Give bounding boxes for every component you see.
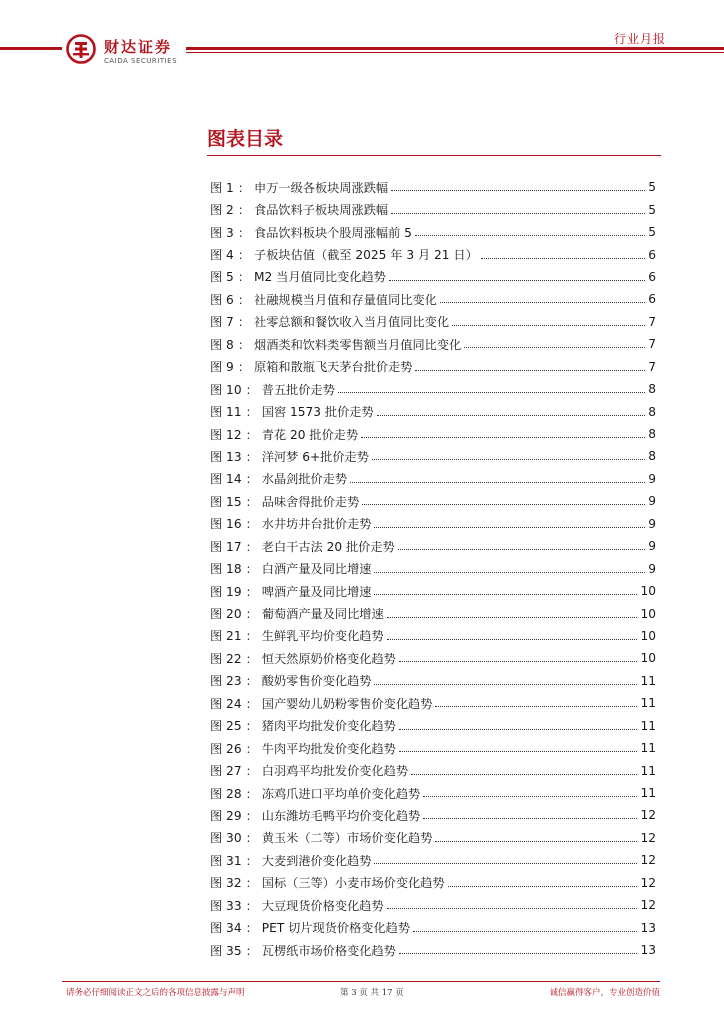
toc-leader-dots [413, 930, 637, 932]
toc-page-number: 5 [648, 225, 656, 240]
toc-colon: ： [245, 472, 258, 487]
toc-entry[interactable] [210, 490, 656, 512]
toc-page-number: 8 [648, 449, 656, 464]
toc-entry[interactable] [210, 737, 656, 759]
toc-entry-title: 洋河梦 6+批价走势 [261, 449, 369, 464]
toc-leader-dots [374, 526, 645, 528]
toc-entry[interactable] [210, 423, 656, 445]
toc-entry-title: 牛肉平均批发价变化趋势 [261, 741, 396, 756]
toc-figure-number: 图 31 [210, 853, 242, 868]
toc-colon: ： [237, 180, 251, 195]
toc-leader-dots [372, 458, 645, 460]
toc-colon: ： [245, 607, 258, 622]
header-rule-right [186, 47, 724, 50]
toc-page-number: 13 [640, 943, 656, 958]
toc-colon: ： [245, 382, 258, 397]
toc-entry-title: 社零总额和餐饮收入当月值同比变化 [254, 315, 450, 330]
toc-page-number: 6 [648, 269, 656, 284]
toc-figure-number: 图 21 [210, 629, 242, 644]
toc-figure-number: 图 13 [210, 449, 242, 464]
toc-entry-title: 水晶剑批价走势 [261, 472, 348, 487]
toc-entry-title: 啤酒产量及同比增速 [261, 584, 372, 599]
toc-entry-title: 大豆现货价格变化趋势 [261, 898, 384, 913]
toc-entry[interactable] [210, 378, 656, 400]
toc-colon: ： [245, 898, 258, 913]
toc-leader-dots [415, 234, 645, 236]
toc-page-number: 13 [640, 920, 656, 935]
toc-colon: ： [245, 517, 258, 532]
toc-entry[interactable] [210, 804, 656, 826]
toc-leader-dots [399, 952, 638, 954]
toc-entry[interactable] [210, 333, 656, 355]
toc-leader-dots [399, 728, 638, 730]
toc-leader-dots [389, 279, 645, 281]
toc-leader-dots [361, 436, 645, 438]
toc-page-number: 10 [640, 584, 656, 599]
toc-leader-dots [338, 391, 645, 393]
toc-colon: ： [245, 405, 258, 420]
toc-colon: ： [245, 943, 258, 958]
toc-page-number: 8 [648, 404, 656, 419]
toc-entry[interactable] [210, 176, 656, 198]
toc-colon: ： [245, 427, 258, 442]
toc-figure-number: 图 11 [210, 405, 242, 420]
toc-entry[interactable] [210, 782, 656, 804]
footer-slogan: 诚信赢得客户，专业创造价值 [549, 988, 660, 998]
toc-entry[interactable] [210, 849, 656, 871]
toc-figure-number: 图 4 [210, 248, 234, 263]
toc-colon: ： [245, 449, 258, 464]
toc-entry-title: 食品饮料子板块周涨跌幅 [254, 203, 389, 218]
toc-entry[interactable] [210, 827, 656, 849]
toc-figure-number: 图 17 [210, 539, 242, 554]
brand-name: 财达证券 [104, 38, 173, 56]
toc-title-rule [207, 155, 661, 156]
toc-entry[interactable] [210, 535, 656, 557]
toc-colon: ： [245, 674, 258, 689]
toc-page-number: 11 [640, 718, 656, 733]
toc-page-number: 7 [648, 337, 656, 352]
toc-entry-title: 水井坊井台批价走势 [261, 517, 372, 532]
footer-disclaimer: 请务必仔细阅读正文之后的各项信息披露与声明 [66, 988, 245, 998]
toc-entry[interactable] [210, 580, 656, 602]
toc-figure-number: 图 24 [210, 696, 242, 711]
toc-figure-number: 图 5 [210, 270, 234, 285]
toc-leader-dots [374, 593, 637, 595]
toc-leader-dots [481, 257, 645, 259]
toc-entry-title: 大麦到港价变化趋势 [261, 853, 372, 868]
toc-leader-dots [423, 817, 637, 819]
toc-entry-title: 猪肉平均批发价变化趋势 [261, 719, 396, 734]
toc-colon: ： [245, 629, 258, 644]
toc-entry[interactable] [210, 221, 656, 243]
toc-page-number: 9 [648, 516, 656, 531]
toc-page-number: 10 [640, 606, 656, 621]
toc-page-number: 12 [640, 898, 656, 913]
toc-colon: ： [245, 651, 258, 666]
toc-entry-title: 冻鸡爪进口平均单价变化趋势 [261, 786, 421, 801]
toc-colon: ： [237, 270, 251, 285]
caida-logo-icon [66, 34, 96, 64]
toc-leader-dots [391, 189, 645, 191]
toc-colon: ： [237, 248, 251, 263]
toc-colon: ： [245, 584, 258, 599]
toc-entry[interactable] [210, 468, 656, 490]
toc-entry[interactable] [210, 715, 656, 737]
toc-entry-title: 恒天然原奶价格变化趋势 [261, 651, 396, 666]
toc-entry[interactable] [210, 872, 656, 894]
toc-entry[interactable] [210, 647, 656, 669]
toc-page-number: 11 [640, 673, 656, 688]
toc-entry-title: 国产婴幼儿奶粉零售价变化趋势 [261, 696, 433, 711]
toc-colon: ： [237, 315, 251, 330]
toc-page-number: 12 [640, 830, 656, 845]
toc-entry[interactable] [210, 602, 656, 624]
toc-figure-number: 图 27 [210, 764, 242, 779]
toc-colon: ： [245, 494, 258, 509]
toc-leader-dots [398, 548, 646, 550]
toc-page-number: 11 [640, 786, 656, 801]
toc-figure-number: 图 6 [210, 292, 234, 307]
toc-entry-title: PET 切片现货价格变化趋势 [261, 921, 411, 936]
toc-figure-number: 图 7 [210, 315, 234, 330]
toc-colon: ： [245, 876, 258, 891]
toc-entry[interactable] [210, 311, 656, 333]
toc-page-number: 7 [648, 314, 656, 329]
toc-figure-number: 图 35 [210, 943, 242, 958]
toc-entry[interactable] [210, 513, 656, 535]
toc-entry-title: 国标（三等）小麦市场价变化趋势 [261, 876, 445, 891]
toc-entry-title: M2 当月值同比变化趋势 [254, 270, 386, 285]
toc-leader-dots [440, 301, 645, 303]
toc-entry[interactable] [210, 916, 656, 938]
toc-page-number: 12 [640, 875, 656, 890]
toc-leader-dots [374, 862, 637, 864]
toc-figure-number: 图 20 [210, 607, 242, 622]
toc-figure-number: 图 9 [210, 360, 234, 375]
header-rule-left [0, 47, 62, 50]
toc-entry-title: 白酒产量及同比增速 [261, 562, 372, 577]
toc-entry[interactable] [210, 400, 656, 422]
header-rule-right-thin [186, 52, 724, 53]
toc-page-number: 10 [640, 651, 656, 666]
toc-leader-dots [399, 660, 638, 662]
toc-page-number: 6 [648, 292, 656, 307]
toc-figure-number: 图 18 [210, 562, 242, 577]
toc-entry[interactable] [210, 243, 656, 265]
toc-entry-title: 山东潍坊毛鸭平均价变化趋势 [261, 808, 421, 823]
toc-entry-title: 生鲜乳平均价变化趋势 [261, 629, 384, 644]
toc-figure-number: 图 26 [210, 741, 242, 756]
toc-page-number: 9 [648, 494, 656, 509]
toc-colon: ： [237, 203, 251, 218]
report-type-label: 行业月报 [613, 32, 666, 46]
toc-figure-number: 图 16 [210, 517, 242, 532]
toc-figure-number: 图 30 [210, 831, 242, 846]
toc-page-number: 7 [648, 359, 656, 374]
toc-figure-number: 图 32 [210, 876, 242, 891]
toc-leader-dots [452, 324, 645, 326]
toc-leader-dots [435, 840, 637, 842]
toc-page-number: 8 [648, 427, 656, 442]
toc-leader-dots [387, 907, 638, 909]
toc-colon: ： [245, 696, 258, 711]
toc-entry[interactable] [210, 759, 656, 781]
toc-entry-title: 子板块估值（截至 2025 年 3 月 21 日） [254, 248, 478, 263]
toc-entry-title: 烟酒类和饮料类零售额当月值同比变化 [254, 337, 462, 352]
toc-figure-number: 图 15 [210, 494, 242, 509]
toc-colon: ： [245, 562, 258, 577]
toc-leader-dots [374, 571, 645, 573]
toc-colon: ： [245, 853, 258, 868]
toc-leader-dots [399, 750, 638, 752]
toc-entry[interactable] [210, 894, 656, 916]
toc-entry[interactable] [210, 198, 656, 220]
page-header [0, 0, 724, 80]
toc-entry[interactable] [210, 266, 656, 288]
toc-page-number: 9 [648, 561, 656, 576]
toc-entry-title: 青花 20 批价走势 [261, 427, 359, 442]
toc-page-number: 11 [640, 763, 656, 778]
toc-entry[interactable] [210, 939, 656, 961]
toc-entry[interactable] [210, 670, 656, 692]
toc-page-number: 12 [640, 808, 656, 823]
toc-entry[interactable] [210, 288, 656, 310]
toc-figure-number: 图 22 [210, 651, 242, 666]
toc-page-number: 12 [640, 853, 656, 868]
toc-entry[interactable] [210, 557, 656, 579]
toc-figure-number: 图 29 [210, 808, 242, 823]
toc-entry[interactable] [210, 356, 656, 378]
toc-colon: ： [245, 786, 258, 801]
toc-colon: ： [237, 360, 251, 375]
toc-colon: ： [245, 831, 258, 846]
toc-figure-number: 图 8 [210, 337, 234, 352]
toc-figure-number: 图 19 [210, 584, 242, 599]
toc-colon: ： [245, 741, 258, 756]
toc-figure-number: 图 25 [210, 719, 242, 734]
toc-colon: ： [245, 719, 258, 734]
toc-leader-dots [448, 885, 638, 887]
toc-figure-number: 图 3 [210, 225, 234, 240]
toc-entry[interactable] [210, 625, 656, 647]
toc-page-number: 6 [648, 247, 656, 262]
toc-entry-title: 老白干古法 20 批价走势 [261, 539, 395, 554]
toc-leader-dots [464, 346, 645, 348]
toc-leader-dots [415, 369, 645, 371]
toc-colon: ： [237, 337, 251, 352]
toc-colon: ： [237, 225, 251, 240]
toc-list [210, 176, 656, 961]
footer-page-number: 第 3 页 共 17 页 [340, 988, 404, 998]
toc-figure-number: 图 10 [210, 382, 242, 397]
toc-leader-dots [374, 683, 637, 685]
toc-page-number: 9 [648, 539, 656, 554]
toc-leader-dots [435, 705, 637, 707]
toc-figure-number: 图 14 [210, 472, 242, 487]
toc-entry-title: 酸奶零售价变化趋势 [261, 674, 372, 689]
toc-page-number: 9 [648, 471, 656, 486]
toc-figure-number: 图 23 [210, 674, 242, 689]
toc-entry-title: 瓦楞纸市场价格变化趋势 [261, 943, 396, 958]
toc-colon: ： [245, 808, 258, 823]
toc-entry[interactable] [210, 445, 656, 467]
toc-page-number: 10 [640, 628, 656, 643]
toc-leader-dots [387, 638, 638, 640]
toc-page-number: 5 [648, 180, 656, 195]
toc-page-number: 8 [648, 382, 656, 397]
toc-entry-title: 普五批价走势 [261, 382, 335, 397]
toc-entry-title: 品味舍得批价走势 [261, 494, 360, 509]
toc-leader-dots [411, 773, 637, 775]
toc-page-number: 5 [648, 202, 656, 217]
toc-leader-dots [387, 616, 638, 618]
toc-colon: ： [245, 539, 258, 554]
toc-entry-title: 原箱和散瓶飞天茅台批价走势 [254, 360, 413, 375]
toc-entry-title: 白羽鸡平均批发价变化趋势 [261, 764, 409, 779]
toc-entry-title: 申万一级各板块周涨跌幅 [254, 180, 389, 195]
toc-colon: ： [237, 292, 251, 307]
toc-leader-dots [362, 503, 645, 505]
toc-figure-number: 图 12 [210, 427, 242, 442]
toc-colon: ： [245, 764, 258, 779]
footer-rule [62, 981, 660, 982]
brand-subtitle: CAIDA SECURITIES [104, 57, 178, 65]
toc-figure-number: 图 34 [210, 921, 242, 936]
toc-title: 图表目录 [207, 128, 284, 150]
toc-entry-title: 葡萄酒产量及同比增速 [261, 607, 384, 622]
toc-figure-number: 图 33 [210, 898, 242, 913]
toc-leader-dots [423, 795, 637, 797]
toc-entry-title: 黄玉米（二等）市场价变化趋势 [261, 831, 433, 846]
toc-figure-number: 图 1 [210, 180, 234, 195]
toc-entry-title: 社融规模当月值和存量值同比变化 [254, 292, 437, 307]
toc-page-number: 11 [640, 696, 656, 711]
toc-leader-dots [391, 212, 645, 214]
toc-leader-dots [377, 414, 646, 416]
toc-colon: ： [245, 921, 258, 936]
toc-entry-title: 食品饮料板块个股周涨幅前 5 [254, 225, 412, 240]
toc-page-number: 11 [640, 741, 656, 756]
toc-figure-number: 图 28 [210, 786, 242, 801]
toc-entry[interactable] [210, 692, 656, 714]
toc-entry-title: 国窖 1573 批价走势 [261, 405, 374, 420]
toc-leader-dots [350, 481, 645, 483]
toc-figure-number: 图 2 [210, 203, 234, 218]
